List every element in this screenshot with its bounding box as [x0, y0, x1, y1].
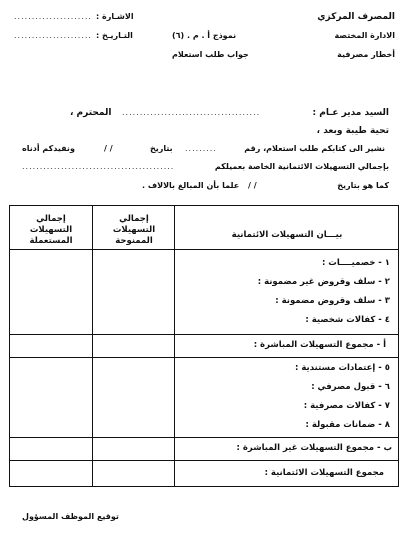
date-label: التـاريـخ :: [96, 31, 133, 40]
letter-line2: بإجمالي التسهيلات الائتمانية الخاصة بعميلكم: [214, 162, 389, 171]
header-used: [10, 214, 92, 247]
header-main: بيـــان التسهيلات الائتمانية: [231, 230, 343, 240]
letter-line3-b: علما بأن المبالغ بالالاف .: [142, 181, 240, 190]
letter-line1-c: ونفيدكم أدناه: [22, 144, 75, 153]
direct-item-personal-guarantees: ٤ - كفالات شخصية :: [305, 315, 390, 325]
indirect-total: ب - مجموع التسهيلات غير المباشرة :: [236, 443, 392, 453]
grand-total: مجموع التسهيلات الائتمانية :: [264, 468, 384, 478]
indirect-item-bank-acceptance: ٦ - قبول مصرفي :: [311, 382, 390, 392]
reference-label: الاشـارة :: [96, 12, 134, 21]
header-granted: [94, 214, 174, 247]
header-used-line2: التسهيلات المستعملة: [29, 225, 73, 246]
column-divider-left: [92, 206, 93, 486]
bank-name: المصرف المركزي: [317, 12, 395, 22]
direct-items-divider: [10, 334, 398, 335]
header-used-line1: إجمالي: [36, 214, 66, 224]
letter-line3-slash: / /: [248, 181, 257, 190]
direct-item-unsecured-loans: ٢ - سلف وقروض غير مضمونة :: [257, 277, 390, 287]
header-row-divider: [10, 249, 398, 250]
letter-line1-a: نشير الى كتابكم طلب استعلام، رقم: [244, 144, 385, 153]
addressee-label: السيد مدير عـام :: [312, 108, 389, 118]
letter-line1-slash: / /: [104, 144, 113, 153]
column-divider-right: [174, 206, 175, 486]
addressee-dots: .......................................: [122, 108, 261, 117]
facilities-table: [9, 205, 399, 487]
indirect-item-accepted-collateral: ٨ - ضمانات مقبولة :: [305, 420, 390, 430]
indirect-item-bank-guarantees: ٧ - كفالات مصرفية :: [303, 401, 390, 411]
letter-line1-dots: .........: [185, 144, 217, 153]
form-title: جواب طلب استعلام: [172, 50, 249, 59]
form-number: نموذج أ . م . (٦): [172, 31, 237, 40]
direct-item-discounts: ١ - خصميــــات :: [321, 258, 390, 268]
direct-item-secured-loans: ٣ - سلف وقروض مضمونة :: [275, 296, 390, 306]
indirect-item-documentary-credits: ٥ - إعتمادات مستندية :: [295, 363, 390, 373]
direct-total: أ - مجموع التسهيلات المباشرة :: [253, 340, 386, 350]
direct-total-divider: [10, 357, 398, 358]
greeting: تحية طيبة وبعد ،: [316, 126, 389, 136]
indirect-items-divider: [10, 437, 398, 438]
reference-dots: ......................: [14, 12, 92, 21]
letter-line3-a: كما هو بتاريخ: [337, 181, 389, 190]
date-dots: ......................: [14, 31, 92, 40]
indirect-total-divider: [10, 460, 398, 461]
signature-label: توقيع الموظف المسؤول: [22, 512, 119, 521]
notice-label: أخطار مصرفية: [337, 50, 395, 59]
header-granted-line1: إجمالي: [119, 214, 149, 224]
department-label: الادارة المختصة: [334, 31, 395, 40]
letter-line2-dots: ...........................................: [22, 162, 175, 171]
header-granted-line2: التسهيلات الممنوحة: [112, 225, 156, 246]
honorific: المحترم ،: [70, 108, 112, 118]
letter-line1-b: بتاريخ: [150, 144, 173, 153]
